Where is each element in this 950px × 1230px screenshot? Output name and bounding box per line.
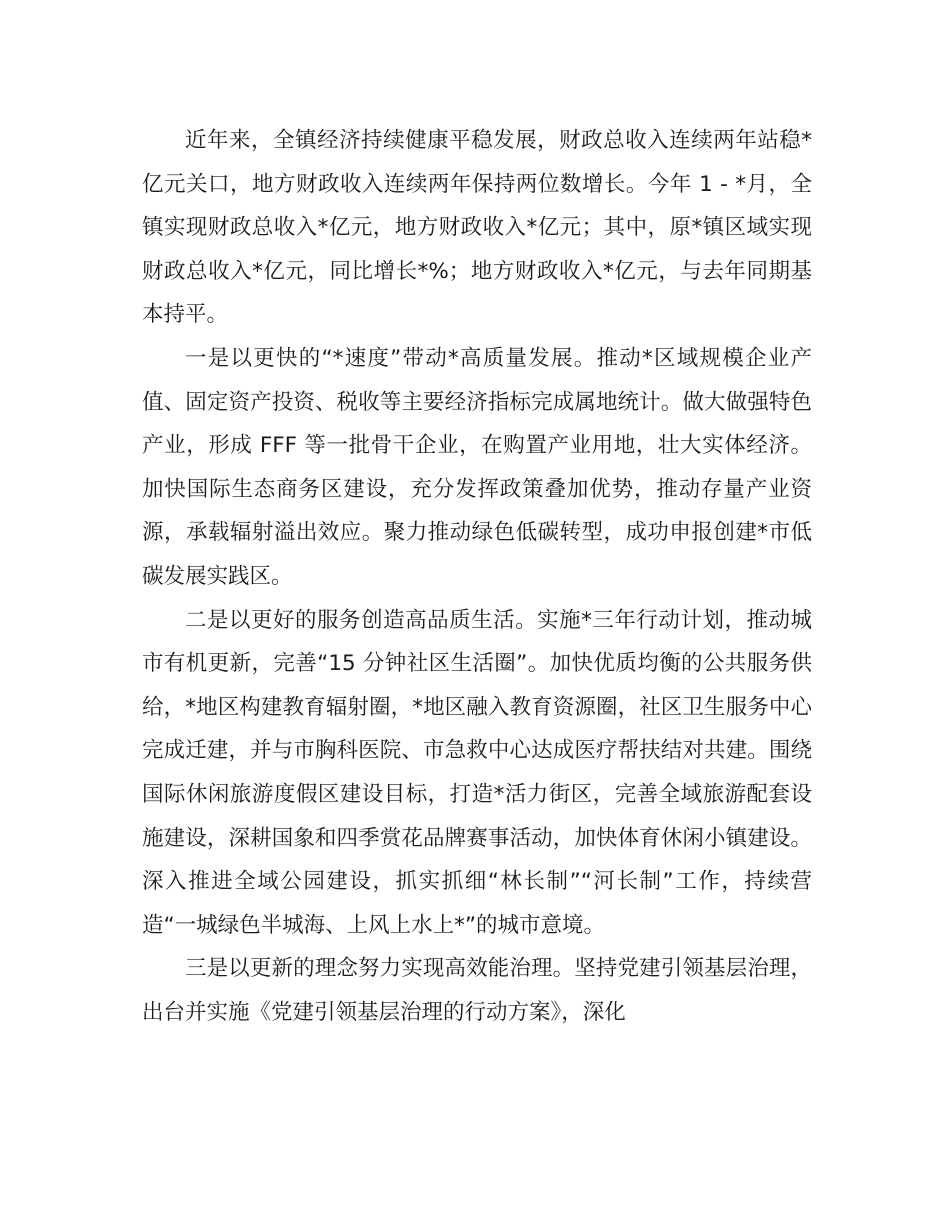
document-body — [142, 119, 812, 1034]
paragraph-finance-summary: 近年来，全镇经济持续健康平稳发展，财政总收入连续两年站稳*亿元关口，地方财政收入连续两年保持两位数增长。今年 1 - *月，全镇实现财政总收入*亿元，地方财政收入*亿元；其中，原*镇区域实现财政总收入*亿元，同比增长*%；地方财政收入*亿元，与去年同期基本持平。 — [142, 128, 812, 328]
paragraph-quality-life: 二是以更好的服务创造高品质生活。实施*三年行动计划，推动城市有机更新，完善“15 分钟社区生活圈”。加快优质均衡的公共服务供给，*地区构建教育辐射圈，*地区融入教育资源圈，社区卫生服务中心完成迁建，并与市胸科医院、市急救中心达成医疗帮扶结对共建。围绕国际休闲旅游度假区建设目标，打造*活力街区，完善全域旅游配套设施建设，深耕国象和四季赏花品牌赛事活动，加快体育休闲小镇建设。深入推进全域公园建设，抓实抓细“林长制”“河长制”工作，持续营造“一城绿色半城海、上风上水上*”的城市意境。 — [142, 607, 812, 938]
paragraph-economic-development: 一是以更快的“*速度”带动*高质量发展。推动*区域规模企业产值、固定资产投资、税收等主要经济指标完成属地统计。做大做强特色产业，形成 FFF 等一批骨干企业，在购置产业用地，壮大实体经济。加快国际生态商务区建设，充分发挥政策叠加优势，推动存量产业资源，承载辐射溢出效应。聚力推动绿色低碳转型，成功申报创建*市低碳发展实践区。 — [142, 345, 812, 589]
paragraph-governance: 三是以更新的理念努力实现高效能治理。坚持党建引领基层治理，出台并实施《党建引领基层治理的行动方案》，深化 — [142, 956, 812, 1025]
